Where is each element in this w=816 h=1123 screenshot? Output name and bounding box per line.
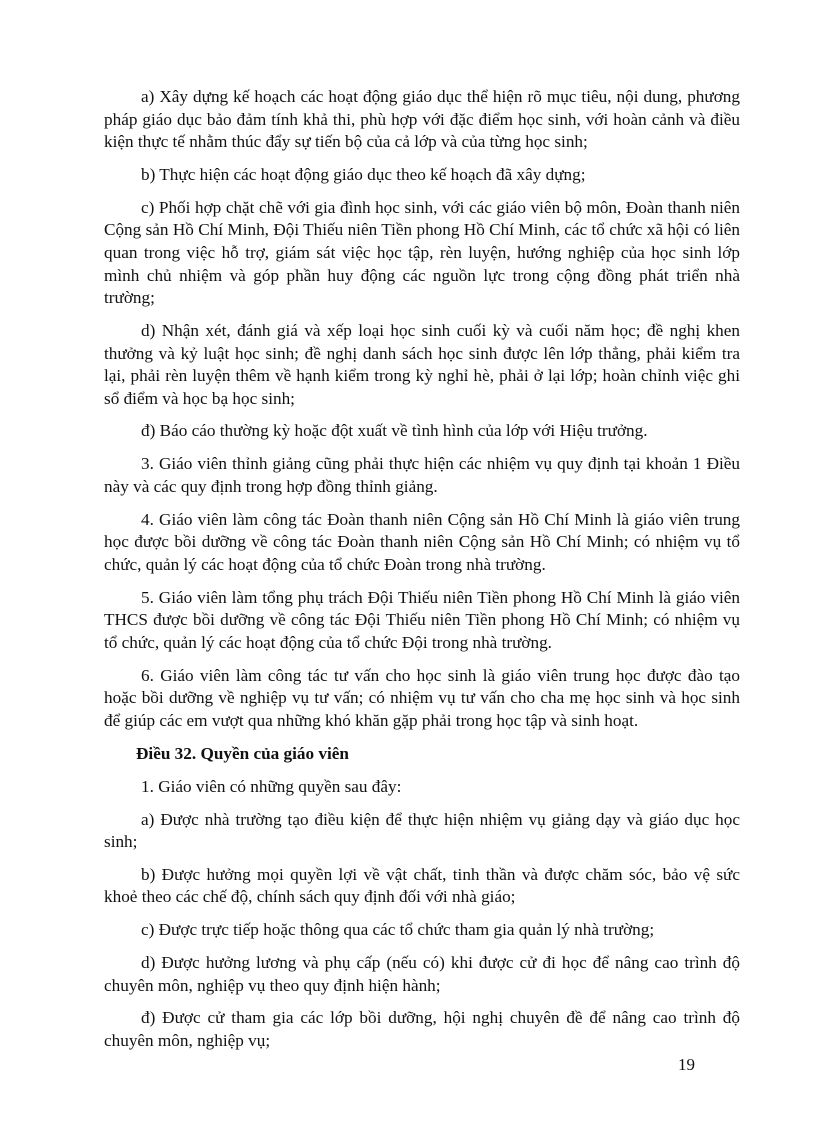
paragraph-2dd: đ) Báo cáo thường kỳ hoặc đột xuất về tình hình của lớp với Hiệu trưởng.	[141, 421, 648, 441]
paragraph-2d: d) Nhận xét, đánh giá và xếp loại học sinh cuối kỳ và cuối năm học; đề nghị khen thưởng và kỷ luật học sinh; đề nghị danh sách học sinh được lên lớp thẳng, phải kiểm tra lại, phải rèn luyện thêm về hạnh kiểm trong kỳ nghỉ hè, phải ở lại lớp; hoàn chỉnh việc ghi sổ điểm và học bạ học sinh;	[104, 320, 740, 408]
paragraph-rights-a: a) Được nhà trường tạo điều kiện để thực hiện nhiệm vụ giảng dạy và giáo dục học sinh;	[104, 809, 740, 852]
paragraph-rights-b: b) Được hưởng mọi quyền lợi về vật chất, tinh thần và được chăm sóc, bảo vệ sức khoẻ theo các chế độ, chính sách quy định đối với nhà giáo;	[104, 864, 740, 907]
paragraph-clause-4: 4. Giáo viên làm công tác Đoàn thanh niên Cộng sản Hồ Chí Minh là giáo viên trung học được bồi dưỡng về công tác Đoàn thanh niên Cộng sản Hồ Chí Minh; có nhiệm vụ tổ chức, quản lý các hoạt động của tổ chức Đoàn trong nhà trường.	[104, 509, 740, 574]
document-body	[104, 86, 740, 1063]
paragraph-2c: c) Phối hợp chặt chẽ với gia đình học sinh, với các giáo viên bộ môn, Đoàn thanh niên Cộng sản Hồ Chí Minh, Đội Thiếu niên Tiền phong Hồ Chí Minh, các tổ chức xã hội có liên quan trong việc hỗ trợ, giám sát việc học tập, rèn luyện, hướng nghiệp của học sinh lớp mình chủ nhiệm và góp phần huy động các nguồn lực trong cộng đồng phát triển nhà trường;	[104, 197, 740, 308]
paragraph-2b: b) Thực hiện các hoạt động giáo dục theo kế hoạch đã xây dựng;	[141, 164, 586, 184]
paragraph-2a: a) Xây dựng kế hoạch các hoạt động giáo dục thể hiện rõ mục tiêu, nội dung, phương pháp giáo dục bảo đảm tính khả thi, phù hợp với đặc điểm học sinh, với hoàn cảnh và điều kiện thực tế nhằm thúc đẩy sự tiến bộ của cả lớp và của từng học sinh;	[104, 87, 740, 152]
article-heading: Điều 32. Quyền của giáo viên	[136, 743, 349, 763]
paragraph-rights-dd: đ) Được cử tham gia các lớp bồi dưỡng, hội nghị chuyên đề để nâng cao trình độ chuyên môn, nghiệp vụ;	[104, 1008, 740, 1050]
page-number: 19	[678, 1055, 695, 1074]
paragraph-clause-5: 5. Giáo viên làm tổng phụ trách Đội Thiếu niên Tiền phong Hồ Chí Minh là giáo viên THCS được bồi dưỡng về công tác Đội Thiếu niên Tiền phong Hồ Chí Minh; có nhiệm vụ tổ chức, quản lý các hoạt động của tổ chức Đội trong nhà trường.	[104, 587, 740, 652]
paragraph-rights-d: d) Được hưởng lương và phụ cấp (nếu có) khi được cử đi học để nâng cao trình độ chuyên môn, nghiệp vụ theo quy định hiện hành;	[104, 953, 740, 995]
paragraph-rights-c: c) Được trực tiếp hoặc thông qua các tổ chức tham gia quản lý nhà trường;	[141, 920, 655, 940]
paragraph-clause-3: 3. Giáo viên thỉnh giảng cũng phải thực hiện các nhiệm vụ quy định tại khoản 1 Điều này và các quy định trong hợp đồng thỉnh giảng.	[104, 454, 740, 496]
paragraph-rights-intro: 1. Giáo viên có những quyền sau đây:	[141, 776, 402, 796]
paragraph-clause-6: 6. Giáo viên làm công tác tư vấn cho học sinh là giáo viên trung học được đào tạo hoặc bồi dưỡng về nghiệp vụ tư vấn; có nhiệm vụ tư vấn cho cha mẹ học sinh và học sinh để giúp các em vượt qua những khó khăn gặp phải trong học tập và sinh hoạt.	[104, 665, 740, 730]
